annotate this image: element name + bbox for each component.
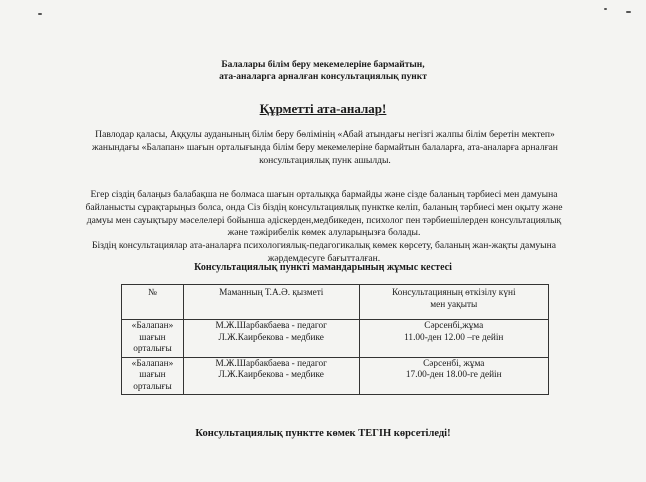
place-cell [122, 357, 184, 395]
time-line: 11.00-ден 12.00 –ге дейін [404, 332, 504, 343]
paragraph-line: жанындағы «Балапан» шағын орталығында білім беру мекемелеріне бармайтын балаларға, ата-аналарға арналған [92, 141, 558, 153]
header-line-1: Балалары білім беру мекемелеріне бармайтын, [221, 60, 425, 70]
scan-speck [604, 8, 607, 10]
paragraph-line: байланысты сұрақтарыңыз болса, онда Сіз біздің консультациялық пунктке келіп, баланың тәрбиесі мен оқыту және [85, 201, 563, 213]
place-line: шағын [139, 332, 166, 343]
paragraph-line: дамуы мен сауықтыру мәселелері бойынша әдіскерден,медбикеден, психолог пен тәрбиешілерден консультациялық [86, 214, 562, 226]
scan-speck [626, 11, 631, 13]
paragraph-line: және тәжірибелік көмек алуларыңызға болады. [227, 227, 421, 239]
time-line: Сәрсенбі, жұма [423, 358, 485, 369]
paragraph-line: Біздің консультациялар ата-аналарға психологиялық-педагогикалық көмек көрсету, баланың жан-жақты дамуына [91, 240, 557, 252]
paragraph-line: Павлодар қаласы, Аққулы ауданының білім беру бөлімінің «Абай атындағы негізгі жалпы білім беретін мектеп» [95, 129, 555, 140]
header-time [359, 285, 549, 320]
staff-line: М.Ж.Шарбакбаева - педагог [215, 321, 327, 331]
paragraph-line: консультациялық пунк ашылды. [259, 154, 391, 166]
header-num: № [122, 285, 184, 320]
schedule-table [121, 284, 549, 395]
info-paragraph [18, 189, 630, 266]
staff-cell [183, 357, 359, 395]
header-staff: Маманның Т.А.Ә. қызметі [183, 285, 359, 320]
place-cell [122, 320, 184, 358]
staff-line: М.Ж.Шарбакбаева - педагог [215, 358, 327, 369]
header-time-line: мен уақыты [430, 299, 478, 310]
schedule-title: Консультациялық пункті мамандарының жұмыс кестесі [194, 262, 452, 273]
time-cell [359, 320, 549, 358]
table-header-row [122, 285, 549, 320]
table-row [122, 357, 549, 395]
staff-line: Л.Ж.Каирбекова - медбике [218, 370, 324, 380]
staff-cell [183, 320, 359, 358]
place-line: орталығы [133, 344, 172, 354]
place-line: шағын [139, 370, 166, 380]
paragraph-line: Егер сіздің балаңыз балабақша не болмаса шағын орталыққа бармайды және сізде баланың тәрбиесі мен дамуына [90, 189, 558, 200]
scan-speck [38, 13, 42, 15]
place-line: «Балапан» [131, 321, 174, 331]
time-cell [359, 357, 549, 395]
table-row [122, 320, 549, 358]
intro-paragraph [40, 129, 610, 167]
place-line: орталығы [133, 381, 172, 392]
time-line: 17.00-ден 18.00-ге дейін [405, 370, 502, 380]
paragraph-line: жәрдемдесуге бағытталған. [267, 252, 381, 264]
header-time-line: Консультацияның өткізілу күні [391, 288, 516, 298]
staff-line: Л.Ж.Каирбекова - медбике [218, 332, 324, 343]
free-help-notice: Консультациялық пунктте көмек ТЕГІН көрсетіледі! [195, 428, 451, 439]
place-line: «Балапан» [131, 358, 174, 369]
time-line: Сәрсенбі,жұма [424, 321, 484, 331]
header-line-2: ата-аналарга арналған консультациялық пункт [219, 72, 427, 82]
greeting-title: Құрметті ата-аналар! [259, 101, 387, 116]
